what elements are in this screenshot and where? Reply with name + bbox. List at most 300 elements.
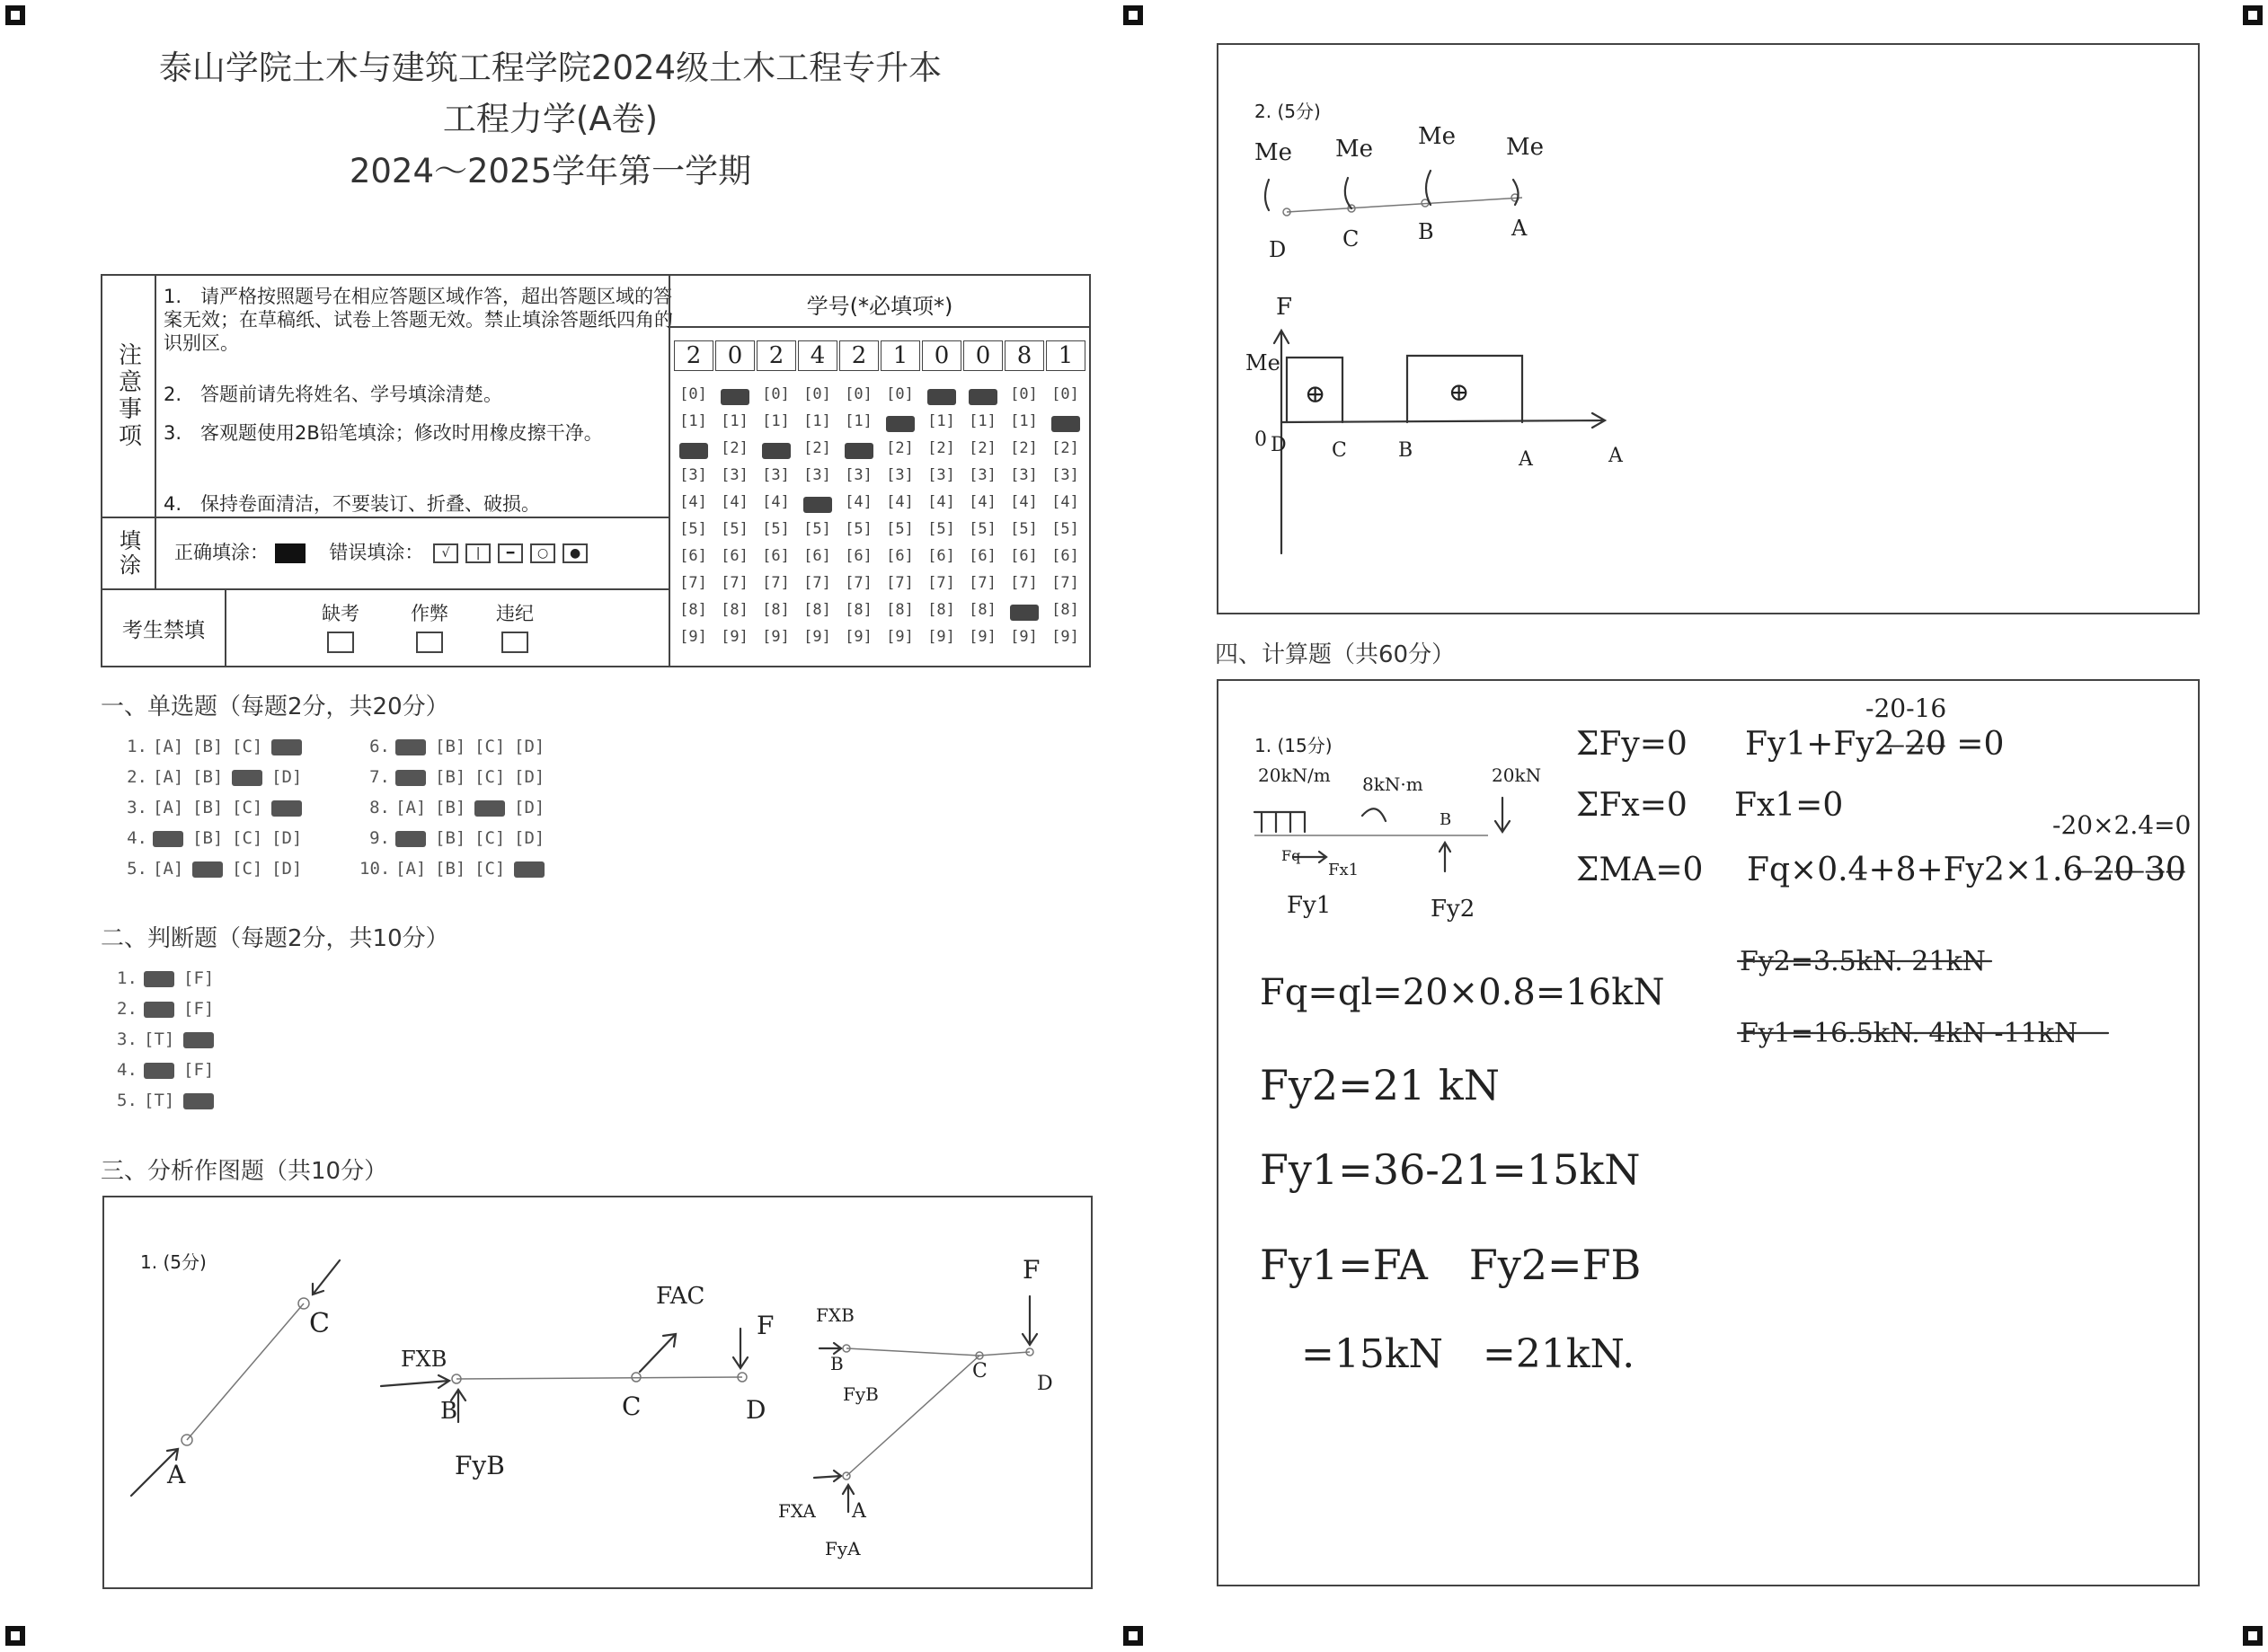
option-b[interactable]: [B]	[435, 828, 466, 848]
student-id-bubble[interactable]: [0]	[845, 385, 873, 403]
student-id-bubble[interactable]: [5]	[1051, 520, 1079, 538]
eq-fy-correction: -20-16	[1865, 693, 1947, 723]
option-b[interactable]: [B]	[435, 859, 466, 879]
student-id-bubble[interactable]: [0]	[886, 385, 914, 403]
corner-marker-top-left	[5, 5, 25, 25]
student-id-bubble[interactable]: [7]	[927, 574, 955, 592]
fill-heading: 填涂	[102, 518, 156, 588]
forbid-heading: 考生禁填	[102, 590, 226, 666]
option-c[interactable]: [C]	[474, 828, 506, 848]
section3-q1-label: 1. (5分)	[140, 1251, 207, 1273]
option-a[interactable]: [A]	[395, 859, 427, 879]
student-id-digit-box: 8	[1005, 340, 1044, 371]
student-id-bubble[interactable]: [1]	[762, 412, 790, 430]
question-number: 4.	[127, 828, 147, 848]
student-id-bubble[interactable]: [2]	[969, 439, 997, 457]
student-id-bubble[interactable]: [9]	[1010, 628, 1038, 646]
option-a[interactable]: [A]	[395, 798, 427, 817]
student-id-bubble[interactable]: [8]	[679, 601, 707, 619]
student-id-bubble[interactable]: [2]	[1010, 439, 1038, 457]
option-fill-mark	[183, 1093, 214, 1109]
section3-q2-sketch	[1218, 45, 2198, 613]
student-id-bubble[interactable]: [7]	[1010, 574, 1038, 592]
student-id-bubble[interactable]: [6]	[1051, 547, 1079, 565]
student-id-bubble[interactable]: [5]	[845, 520, 873, 538]
corner-marker-bottom-center	[1123, 1626, 1143, 1646]
student-id-bubble[interactable]: [3]	[721, 466, 749, 484]
student-id-bubble-filled[interactable]	[721, 389, 749, 405]
section4-q1-work	[1218, 681, 2198, 1585]
student-id-bubble[interactable]: [4]	[721, 493, 749, 511]
sketch-label-a1: A	[167, 1460, 186, 1489]
sketch-label-c1: C	[309, 1308, 330, 1339]
student-id-bubble[interactable]: [9]	[927, 628, 955, 646]
wrong-mark-dot: ●	[563, 543, 588, 563]
student-id-bubble[interactable]: [8]	[845, 601, 873, 619]
eq-sum-fx: ΣFx=0	[1576, 787, 1688, 824]
question-number: 6.	[369, 737, 390, 756]
q2-axis-a2: A	[1608, 445, 1623, 467]
question-number: 5.	[117, 1091, 137, 1110]
student-id-bubble[interactable]: [5]	[803, 520, 831, 538]
student-id-bubble[interactable]: [7]	[1051, 574, 1079, 592]
student-id-bubble[interactable]: [6]	[927, 547, 955, 565]
q2-label-a: A	[1511, 216, 1528, 241]
student-id-bubble[interactable]: [7]	[886, 574, 914, 592]
student-id-bubble[interactable]: [7]	[969, 574, 997, 592]
fill-example	[174, 538, 591, 565]
student-id-bubble[interactable]: [0]	[679, 385, 707, 403]
q2-me-3: Me	[1418, 123, 1457, 150]
student-id-digit-box: 0	[715, 340, 755, 371]
option-fill-mark	[144, 1002, 174, 1018]
student-id-bubble[interactable]: [7]	[762, 574, 790, 592]
student-id-bubble-filled[interactable]	[927, 389, 956, 405]
student-id-bubble[interactable]: [1]	[969, 412, 997, 430]
student-id-bubble[interactable]: [7]	[845, 574, 873, 592]
question-number: 1.	[117, 968, 137, 988]
option-fill-mark	[271, 739, 302, 755]
section3-answer-box[interactable]	[102, 1196, 1093, 1589]
sketch-label-fyb1: FyB	[455, 1451, 505, 1480]
option-a[interactable]: [A]	[153, 798, 184, 817]
option-fill-mark	[183, 1032, 214, 1048]
student-id-bubble[interactable]: [1]	[1010, 412, 1038, 430]
q2-plus-1: ⊕	[1305, 379, 1326, 409]
student-id-bubble[interactable]: [4]	[886, 493, 914, 511]
sketch-label-c2: C	[622, 1391, 642, 1421]
judge-question-2	[117, 999, 223, 1019]
eq-struck-fy2: Fy2=3.5kN. 21kN	[1740, 946, 1986, 977]
correct-fill-label: 正确填涂：	[174, 542, 269, 563]
student-id-bubble[interactable]: [3]	[969, 466, 997, 484]
q2-me-2: Me	[1335, 136, 1374, 163]
eq-fx: Fx1=0	[1734, 787, 1844, 824]
student-id-bubble[interactable]: [6]	[762, 547, 790, 565]
judge-question-1	[117, 968, 223, 988]
option-filled[interactable]	[144, 999, 183, 1019]
wrong-mark-check: √	[433, 543, 458, 563]
section4-answer-box[interactable]	[1217, 679, 2200, 1586]
q2-axis-f: F	[1276, 294, 1293, 321]
student-id-bubble[interactable]: [3]	[679, 466, 707, 484]
option-filled[interactable]	[395, 828, 435, 848]
student-id-bubble[interactable]: [6]	[886, 547, 914, 565]
question-number: 2.	[127, 767, 147, 787]
choice-question-5	[117, 859, 311, 879]
option-fill-mark	[192, 861, 223, 878]
option-b[interactable]: [B]	[435, 798, 466, 817]
option-filled[interactable]	[514, 859, 554, 879]
sketch-label-f1: F	[757, 1311, 775, 1340]
student-id-bubble[interactable]: [3]	[1051, 466, 1079, 484]
option-t[interactable]: [T]	[144, 1029, 175, 1049]
option-b[interactable]: [B]	[192, 828, 224, 848]
notice-heading: 注意事项	[102, 276, 156, 517]
student-id-bubble[interactable]: [9]	[845, 628, 873, 646]
option-c[interactable]: [C]	[474, 737, 506, 756]
student-id-bubble[interactable]: [9]	[803, 628, 831, 646]
student-id-bubble[interactable]: [7]	[721, 574, 749, 592]
student-id-bubble[interactable]: [4]	[679, 493, 707, 511]
option-f[interactable]: [F]	[183, 999, 215, 1019]
option-fill-mark	[474, 800, 505, 817]
choice-question-10	[359, 859, 554, 879]
student-id-bubble[interactable]: [6]	[1010, 547, 1038, 565]
question-number: 3.	[127, 798, 147, 817]
question-number: 1.	[127, 737, 147, 756]
eq-fy2-result: Fy2=21 kN	[1260, 1061, 1500, 1109]
forbid-absent-box[interactable]	[327, 632, 354, 653]
option-c[interactable]: [C]	[232, 737, 263, 756]
option-t[interactable]: [T]	[144, 1091, 175, 1110]
option-d[interactable]: [D]	[271, 828, 303, 848]
student-id-bubble[interactable]: [5]	[886, 520, 914, 538]
option-filled[interactable]	[183, 1091, 223, 1110]
eq-reactions: Fy1=FA Fy2=FB	[1260, 1241, 1642, 1289]
option-filled[interactable]	[474, 798, 514, 817]
wrong-mark-bar: |	[465, 543, 491, 563]
load-fq: Fq	[1281, 847, 1301, 864]
corner-marker-top-center	[1123, 5, 1143, 25]
sketch-label-d1: D	[746, 1395, 766, 1425]
eq-moment-correction: -20×2.4=0	[2052, 810, 2192, 840]
forbid-absent: 缺考	[322, 599, 359, 653]
student-id-digit-box: 2	[674, 340, 713, 371]
option-c[interactable]: [C]	[232, 798, 263, 817]
option-fill-mark	[395, 770, 426, 786]
q2-axis-me: Me	[1245, 350, 1280, 375]
student-id-digit-box: 1	[1046, 340, 1085, 371]
student-id-bubble[interactable]: [6]	[803, 547, 831, 565]
option-f[interactable]: [F]	[183, 968, 215, 988]
student-id-grid	[674, 385, 1087, 655]
student-id-bubble[interactable]: [5]	[1010, 520, 1038, 538]
option-f[interactable]: [F]	[183, 1060, 215, 1080]
section1-title: 一、单选题（每题2分，共20分）	[101, 693, 449, 720]
student-id-bubble[interactable]: [1]	[927, 412, 955, 430]
student-id-bubble[interactable]: [4]	[969, 493, 997, 511]
option-d[interactable]: [D]	[271, 767, 303, 787]
student-id-bubble[interactable]: [6]	[721, 547, 749, 565]
choice-question-3	[117, 798, 311, 817]
option-d[interactable]: [D]	[514, 767, 545, 787]
option-fill-mark	[395, 831, 426, 847]
load-m: 8kN·m	[1362, 773, 1423, 795]
student-id-bubble[interactable]: [8]	[927, 601, 955, 619]
student-id-bubble[interactable]: [6]	[845, 547, 873, 565]
load-p: 20kN	[1492, 764, 1542, 786]
student-id-bubble[interactable]: [9]	[721, 628, 749, 646]
student-id-bubble[interactable]: [7]	[803, 574, 831, 592]
judge-question-5	[117, 1091, 223, 1110]
student-id-digit-box: 2	[839, 340, 879, 371]
student-id-bubble[interactable]: [4]	[1010, 493, 1038, 511]
student-id-bubble[interactable]: [9]	[969, 628, 997, 646]
option-c[interactable]: [C]	[474, 859, 506, 879]
option-d[interactable]: [D]	[271, 859, 303, 879]
option-filled[interactable]	[395, 767, 435, 787]
choice-question-4	[117, 828, 311, 848]
sketch-label-fyb2: FyB	[843, 1383, 879, 1405]
question-number: 10.	[359, 859, 391, 879]
student-id-bubble[interactable]: [5]	[721, 520, 749, 538]
forbid-cheat-box[interactable]	[416, 632, 443, 653]
student-id-bubble[interactable]: [8]	[803, 601, 831, 619]
option-filled[interactable]	[153, 828, 192, 848]
student-id-digit-box: 0	[922, 340, 961, 371]
student-id-bubble[interactable]: [8]	[762, 601, 790, 619]
student-id-bubble[interactable]: [5]	[762, 520, 790, 538]
q2-label-b: B	[1418, 219, 1434, 244]
option-fill-mark	[514, 861, 545, 878]
student-id-bubble[interactable]: [0]	[1010, 385, 1038, 403]
student-id-digit-box: 1	[881, 340, 920, 371]
student-id-bubble[interactable]: [0]	[1051, 385, 1079, 403]
load-b: B	[1440, 810, 1452, 829]
option-b[interactable]: [B]	[192, 737, 224, 756]
option-fill-mark	[271, 800, 302, 817]
q2-label-c: C	[1342, 226, 1360, 252]
wrong-fill-label: 错误填涂：	[329, 542, 424, 563]
question-number: 5.	[127, 859, 147, 879]
option-fill-mark	[232, 770, 262, 786]
q2-axis-b: B	[1398, 439, 1413, 462]
student-id-bubble[interactable]: [3]	[762, 466, 790, 484]
forbid-cheat: 作弊	[411, 599, 448, 653]
student-id-bubble[interactable]: [4]	[1051, 493, 1079, 511]
load-fy2: Fy2	[1431, 896, 1475, 923]
student-id-bubble-filled[interactable]	[845, 443, 873, 459]
notice-item-1: 1. 请严格按照题号在相应答题区域作答，超出答题区域的答案无效；在草稿纸、试卷上答题无效。禁止填涂答题纸四角的识别区。	[164, 286, 673, 354]
q2-axis-o: 0	[1254, 428, 1267, 451]
student-id-bubble-filled[interactable]	[886, 416, 915, 432]
student-id-bubble[interactable]: [2]	[886, 439, 914, 457]
notice-item-3: 3. 客观题使用2B铅笔填涂；修改时用橡皮擦干净。	[164, 422, 603, 444]
eq-sum-fy: ΣFy=0	[1576, 726, 1688, 763]
option-c[interactable]: [C]	[232, 828, 263, 848]
option-b[interactable]: [B]	[435, 767, 466, 787]
student-id-bubble-filled[interactable]	[679, 443, 708, 459]
student-id-bubble[interactable]: [9]	[886, 628, 914, 646]
option-d[interactable]: [D]	[514, 798, 545, 817]
student-id-bubble[interactable]: [0]	[803, 385, 831, 403]
option-filled[interactable]	[271, 798, 311, 817]
student-id-digit-box: 4	[798, 340, 837, 371]
question-number: 3.	[117, 1029, 137, 1049]
student-id-bubble[interactable]: [2]	[1051, 439, 1079, 457]
student-id-bubble[interactable]: [4]	[762, 493, 790, 511]
student-id-bubble[interactable]: [1]	[803, 412, 831, 430]
section4-title: 四、计算题（共60分）	[1215, 641, 1456, 668]
student-id-bubble[interactable]: [8]	[1051, 601, 1079, 619]
sketch-label-fxb2: FXB	[816, 1304, 855, 1326]
option-d[interactable]: [D]	[514, 828, 545, 848]
section3-q1-sketch	[104, 1197, 1091, 1587]
sketch-label-b1: B	[440, 1398, 458, 1425]
student-id-bubble[interactable]: [6]	[969, 547, 997, 565]
section2-title: 二、判断题（每题2分，共10分）	[101, 925, 449, 952]
eq-fq: Fq=ql=20×0.8=16kN	[1260, 972, 1665, 1013]
option-a[interactable]: [A]	[153, 859, 184, 879]
student-id-bubble[interactable]: [1]	[679, 412, 707, 430]
option-a[interactable]: [A]	[153, 737, 184, 756]
wrong-mark-circle: ○	[530, 543, 555, 563]
exam-subject: 工程力学(A卷)	[442, 100, 659, 138]
sketch-label-b2: B	[830, 1353, 844, 1374]
choice-question-9	[359, 828, 554, 848]
student-id-bubble[interactable]: [1]	[845, 412, 873, 430]
section3-q2-label: 2. (5分)	[1254, 101, 1321, 122]
question-number: 4.	[117, 1060, 137, 1080]
student-id-bubble-filled[interactable]	[803, 497, 832, 513]
judge-question-3	[117, 1029, 223, 1049]
option-fill-mark	[144, 971, 174, 987]
q2-axis-d: D	[1271, 434, 1287, 456]
student-id-bubble-filled[interactable]	[969, 389, 997, 405]
option-filled[interactable]	[144, 1060, 183, 1080]
student-id-bubble[interactable]: [2]	[803, 439, 831, 457]
exam-term: 2024～2025学年第一学期	[349, 152, 752, 190]
corner-marker-bottom-right	[2243, 1626, 2263, 1646]
student-id-bubble-filled[interactable]	[1051, 416, 1080, 432]
eq-reaction-values: =15kN =21kN.	[1301, 1331, 1635, 1377]
q2-me-4: Me	[1506, 134, 1545, 161]
section3-title: 三、分析作图题（共10分）	[101, 1158, 388, 1185]
student-id-digit-box: 0	[963, 340, 1003, 371]
option-fill-mark	[395, 739, 426, 755]
student-id-bubble[interactable]: [8]	[886, 601, 914, 619]
choice-question-6	[359, 737, 554, 756]
student-id-bubble[interactable]: [7]	[679, 574, 707, 592]
option-c[interactable]: [C]	[474, 767, 506, 787]
sketch-label-c3: C	[972, 1360, 988, 1383]
option-a[interactable]: [A]	[153, 767, 184, 787]
option-filled[interactable]	[271, 737, 311, 756]
option-b[interactable]: [B]	[435, 737, 466, 756]
corner-marker-top-right	[2243, 5, 2263, 25]
student-id-bubble[interactable]: [5]	[969, 520, 997, 538]
student-id-bubble[interactable]: [3]	[886, 466, 914, 484]
corner-marker-bottom-left	[5, 1626, 25, 1646]
student-id-bubble[interactable]: [1]	[721, 412, 749, 430]
student-id-bubble[interactable]: [2]	[927, 439, 955, 457]
sketch-label-fxa: FXA	[778, 1500, 816, 1522]
option-filled[interactable]	[395, 737, 435, 756]
load-fy1: Fy1	[1287, 892, 1332, 919]
student-id-bubble[interactable]: [3]	[845, 466, 873, 484]
student-id-bubble[interactable]: [3]	[803, 466, 831, 484]
eq-fy1-result: Fy1=36-21=15kN	[1260, 1145, 1641, 1194]
question-number: 2.	[117, 999, 137, 1019]
q2-plus-2: ⊕	[1449, 377, 1470, 407]
sketch-label-fac: FAC	[656, 1283, 705, 1310]
question-number: 7.	[369, 767, 390, 787]
question-number: 8.	[369, 798, 390, 817]
question-number: 9.	[369, 828, 390, 848]
student-id-bubble[interactable]: [2]	[721, 439, 749, 457]
q2-me-1: Me	[1254, 139, 1293, 166]
exam-title: 泰山学院土木与建筑工程学院2024级土木工程专升本	[158, 49, 943, 87]
student-id-bubble[interactable]: [3]	[1010, 466, 1038, 484]
forbid-violation: 违纪	[496, 599, 534, 653]
eq-struck-fy1: Fy1=16.5kN. 4kN -11kN	[1740, 1018, 2078, 1049]
student-id-bubble[interactable]: [5]	[927, 520, 955, 538]
eq-fy-sum: Fy1+Fy2 ̶2̶0̶ =0	[1745, 726, 2005, 763]
choice-question-1	[117, 737, 311, 756]
student-id-bubble[interactable]: [4]	[845, 493, 873, 511]
option-filled[interactable]	[232, 767, 271, 787]
option-filled[interactable]	[144, 968, 183, 988]
sketch-label-d2: D	[1037, 1373, 1053, 1395]
student-id-bubble-filled[interactable]	[762, 443, 791, 459]
student-id-bubble[interactable]: [3]	[927, 466, 955, 484]
option-b[interactable]: [B]	[192, 798, 224, 817]
option-d[interactable]: [D]	[514, 737, 545, 756]
notice-item-4: 4. 保持卷面清洁，不要装订、折叠、破损。	[164, 493, 541, 515]
student-id-bubble[interactable]: [8]	[969, 601, 997, 619]
info-block	[101, 274, 1091, 667]
section3-q2-answer-box[interactable]	[1217, 43, 2200, 614]
student-id-bubble[interactable]: [9]	[679, 628, 707, 646]
student-id-bubble[interactable]: [9]	[762, 628, 790, 646]
student-id-bubble[interactable]: [8]	[721, 601, 749, 619]
choice-question-7	[359, 767, 554, 787]
option-filled[interactable]	[192, 859, 232, 879]
student-id-bubble-filled[interactable]	[1010, 605, 1039, 621]
student-id-bubble[interactable]: [9]	[1051, 628, 1079, 646]
sketch-label-f2: F	[1023, 1255, 1041, 1285]
eq-sum-ma: ΣMA=0	[1576, 852, 1704, 888]
student-id-digits	[674, 340, 1087, 371]
eq-moment: Fq×0.4+8+Fy2×1.6 ̶2̶0̶ ̶3̶0̶	[1747, 852, 2186, 888]
load-fx1: Fx1	[1328, 861, 1360, 879]
sketch-label-fya: FyA	[825, 1538, 861, 1559]
student-id-bubble[interactable]: [6]	[679, 547, 707, 565]
sketch-label-a2: A	[852, 1500, 866, 1523]
forbid-violation-box[interactable]	[501, 632, 528, 653]
student-id-label: 学号(*必填项*)	[806, 294, 953, 319]
option-b[interactable]: [B]	[192, 767, 224, 787]
student-id-bubble[interactable]: [5]	[679, 520, 707, 538]
choice-question-2	[117, 767, 311, 787]
student-id-bubble[interactable]: [0]	[762, 385, 790, 403]
section4-q1-label: 1. (15分)	[1254, 735, 1333, 756]
option-c[interactable]: [C]	[232, 859, 263, 879]
option-fill-mark	[153, 831, 183, 847]
option-filled[interactable]	[183, 1029, 223, 1049]
student-id-bubble[interactable]: [4]	[927, 493, 955, 511]
